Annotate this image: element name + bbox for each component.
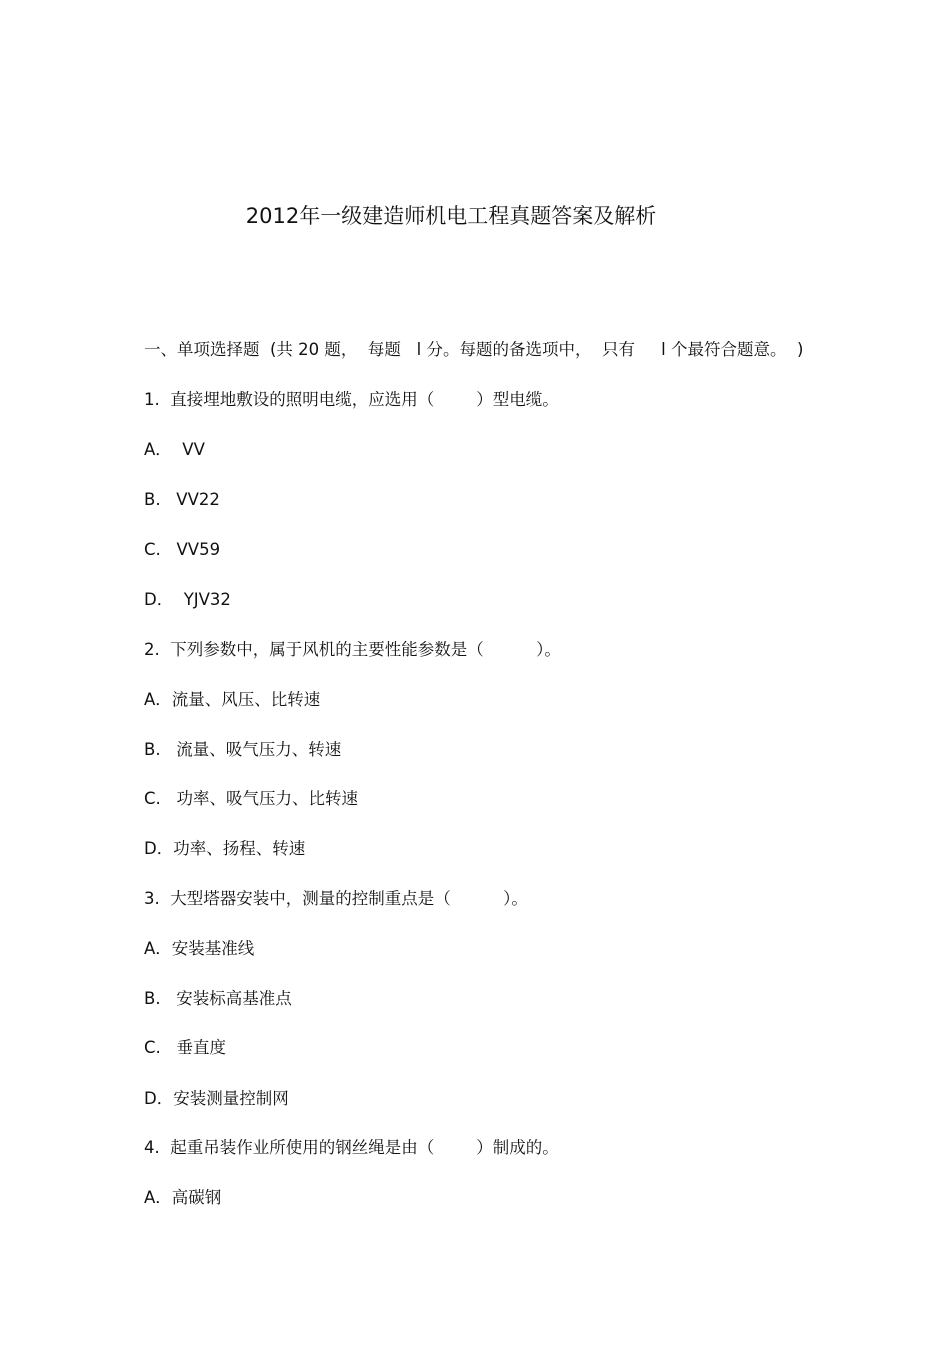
question-2-option-d: D．功率、扬程、转速: [144, 839, 306, 858]
question-1-option-b: B. VV22: [144, 490, 220, 509]
question-1-option-c: C. VV59: [144, 540, 221, 559]
question-3-option-c: C. 垂直度: [144, 1038, 227, 1057]
question-4: 4. 起重吊装作业所使用的钢丝绳是由（ ）制成的。: [144, 1138, 559, 1157]
question-3-option-d: D．安装测量控制网: [144, 1089, 289, 1108]
question-3: 3. 大型塔器安装中，测量的控制重点是（ ）。: [144, 889, 528, 908]
question-3-option-a: A．安装基准线: [144, 939, 255, 958]
question-1: 1. 直接埋地敷设的照明电缆，应选用（ ）型电缆。: [144, 390, 559, 409]
question-1-option-a: A． VV: [144, 440, 205, 459]
question-3-option-b: B. 安装标高基准点: [144, 989, 292, 1008]
document-title: 2012年一级建造师机电工程真题答案及解析: [245, 204, 657, 228]
question-2-option-a: A．流量、风压、比转速: [144, 690, 321, 709]
question-2: 2. 下列参数中，属于风机的主要性能参数是（ ）。: [144, 640, 561, 659]
section-heading: 一、单项选择题 (共 20 题， 每题 l 分。每题的备选项中， 只有 l 个最符合题意。 ): [144, 340, 804, 359]
question-4-option-a: A．高碳钢: [144, 1188, 222, 1207]
question-2-option-b: B. 流量、吸气压力、转速: [144, 740, 342, 759]
question-1-option-d: D． YJV32: [144, 590, 231, 609]
question-2-option-c: C. 功率、吸气压力、比转速: [144, 789, 359, 808]
